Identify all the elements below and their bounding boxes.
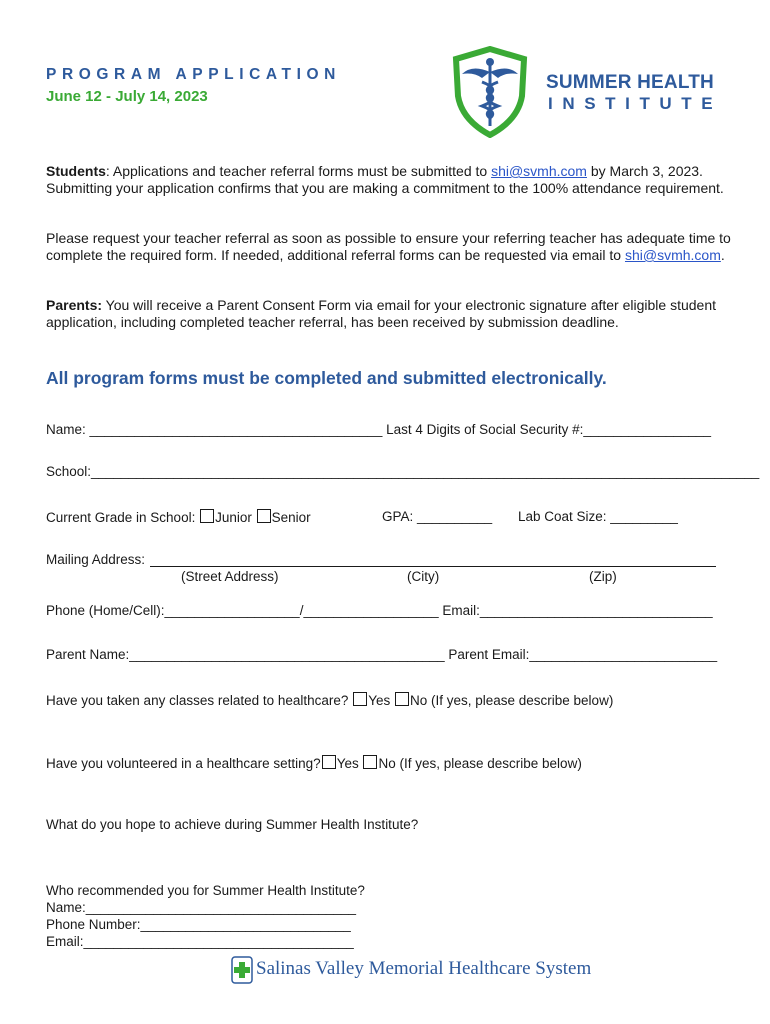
parents-paragraph: Parents: You will receive a Parent Consent Form via email for your electronic signature after eligible student application, including completed teacher referral, has been received by submission deadline. [46, 297, 717, 330]
rec-name-field[interactable]: Name:____________________________________ [46, 900, 357, 915]
program-title: PROGRAM APPLICATION [46, 66, 341, 83]
classes-question: Have you taken any classes related to healthcare? Yes No (If yes, please describe below) [46, 693, 614, 708]
junior-checkbox[interactable] [200, 509, 214, 523]
electronic-notice: All program forms must be completed and submitted electronically. [46, 368, 607, 388]
street-label: (Street Address) [181, 569, 279, 584]
caduceus-shield-icon [452, 46, 528, 138]
rec-phone-field[interactable]: Phone Number:____________________________ [46, 917, 351, 932]
grade-row: Current Grade in School: Junior Senior [46, 510, 311, 525]
students-paragraph: Students: Applications and teacher referral forms must be submitted to shi@svmh.com by March 3, 2023. Submitting your application confirms that you are making a commitment to the 100% attendance requirement. [46, 163, 724, 196]
lab-coat-field[interactable]: Lab Coat Size: _________ [518, 509, 678, 524]
zip-label: (Zip) [589, 569, 617, 584]
senior-checkbox[interactable] [257, 509, 271, 523]
volunteer-no-checkbox[interactable] [363, 755, 377, 769]
program-dates: June 12 - July 14, 2023 [46, 88, 208, 105]
footer-org-name: Salinas Valley Memorial Healthcare System [256, 958, 592, 979]
classes-yes-checkbox[interactable] [353, 692, 367, 706]
name-field[interactable]: Name: _______________________________________ Last 4 Digits of Social Security #:_________________ [46, 422, 712, 437]
recommended-question: Who recommended you for Summer Health Institute? [46, 883, 365, 898]
school-field[interactable]: School:_________________________________________________________________________________________ [46, 464, 760, 479]
volunteer-question: Have you volunteered in a healthcare setting? Yes No (If yes, please describe below) [46, 756, 582, 771]
logo-line1: SUMMER HEALTH [546, 72, 714, 93]
parent-field[interactable]: Parent Name:__________________________________________ Parent Email:_________________________ [46, 647, 718, 662]
gpa-field[interactable]: GPA: __________ [382, 509, 493, 524]
email-link[interactable]: shi@svmh.com [491, 163, 587, 179]
city-label: (City) [407, 569, 440, 584]
rec-email-field[interactable]: Email:____________________________________ [46, 934, 354, 949]
referral-email-link[interactable]: shi@svmh.com [624, 247, 721, 263]
logo-line2: INSTITUTE [548, 94, 723, 113]
mailing-address-field[interactable] [150, 566, 716, 567]
mailing-label: Mailing Address: [46, 552, 149, 567]
achieve-question: What do you hope to achieve during Summer Health Institute? [46, 817, 419, 832]
svmh-cross-icon [231, 956, 253, 984]
referral-paragraph: Please request your teacher referral as soon as possible to ensure your referring teacher has adequate time to complete the required form. If needed, additional referral forms can be requested via email to shi@svmh.com. [46, 230, 731, 263]
classes-no-checkbox[interactable] [395, 692, 409, 706]
phone-email-field[interactable]: Phone (Home/Cell):__________________/__________________ Email:_______________________________ [46, 603, 713, 618]
volunteer-yes-checkbox[interactable] [322, 755, 336, 769]
